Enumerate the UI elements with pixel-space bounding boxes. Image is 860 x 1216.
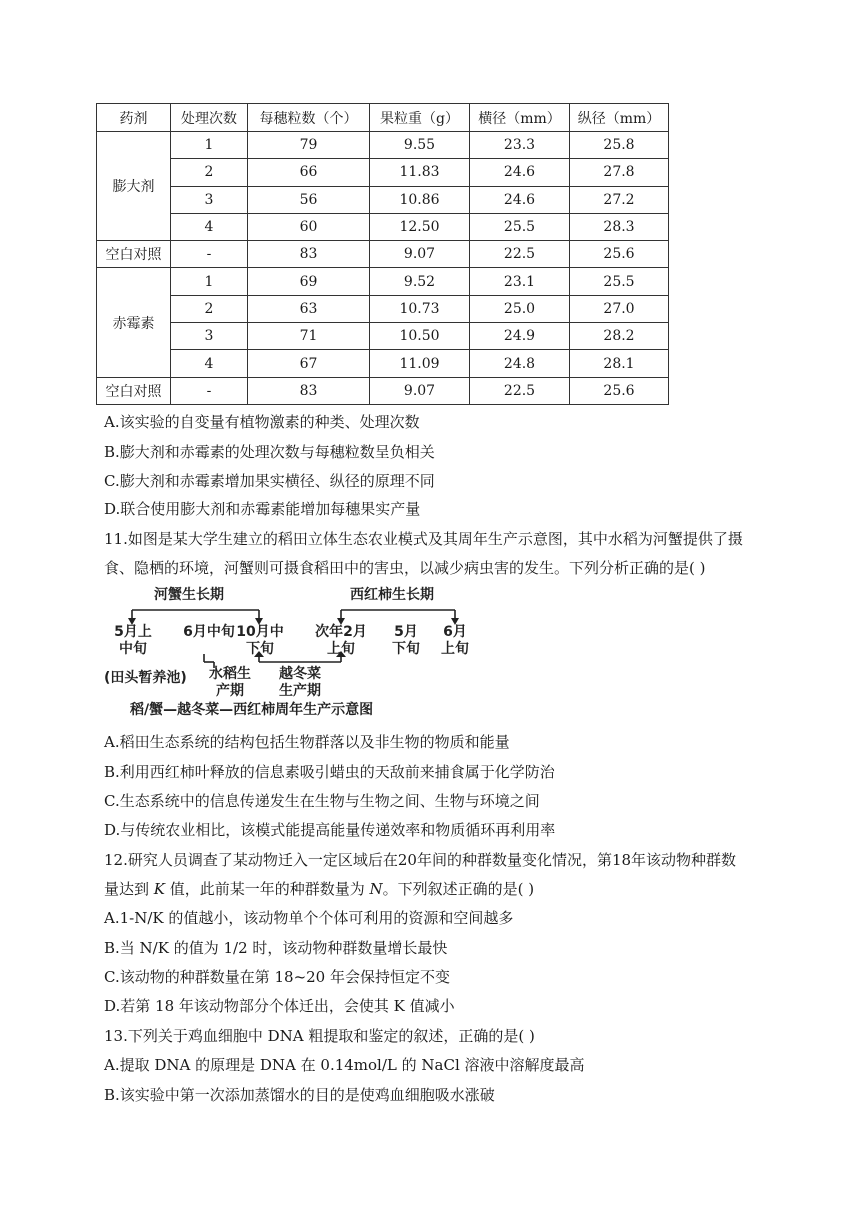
q11-option-b: B.利用西红柿叶释放的信息素吸引蜡虫的天敌前来捕食属于化学防治	[104, 763, 555, 781]
period-label-line: 水稻生	[209, 666, 251, 682]
q11-option-c: C.生态系统中的信息传递发生在生物与生物之间、生物与环境之间	[104, 792, 540, 810]
production-diagram	[104, 584, 484, 724]
header-cell: 每穗粒数（个）	[248, 104, 370, 132]
table-cell: 25.0	[470, 295, 570, 322]
table-cell: 71	[248, 323, 370, 350]
table-cell: -	[171, 377, 248, 404]
table-cell: 25.6	[570, 241, 669, 268]
table-row	[97, 295, 669, 322]
table-row	[97, 377, 669, 404]
table-cell: 24.9	[470, 323, 570, 350]
vegetable-period-label	[272, 666, 328, 700]
time-label-line: 次年2月	[315, 624, 367, 640]
table-cell: 60	[248, 213, 370, 240]
q12-stem-line1: 12.研究人员调查了某动物迁入一定区域后在20年间的种群数量变化情况，第18年该动物种群数	[104, 851, 737, 869]
time-may-early	[108, 624, 158, 658]
header-cell: 处理次数	[171, 104, 248, 132]
table-cell: 12.50	[370, 213, 470, 240]
time-label-line: 下旬	[246, 641, 274, 657]
q12-stem-part: 值，此前某一年的种群数量为	[165, 880, 370, 898]
table-cell: 28.2	[570, 323, 669, 350]
table-cell: 79	[248, 132, 370, 159]
table-cell: 25.6	[570, 377, 669, 404]
table-row	[97, 241, 669, 268]
table-cell: 28.3	[570, 213, 669, 240]
time-label-line: 6月	[443, 624, 467, 640]
table-cell: 63	[248, 295, 370, 322]
q12-option-b: B.当 N/K 的值为 1/2 时，该动物种群数量增长最快	[104, 939, 448, 957]
time-label-line: 5月上	[114, 624, 152, 640]
table-cell: -	[171, 241, 248, 268]
table-cell: 56	[248, 186, 370, 213]
time-label-line: 10月中	[236, 624, 284, 640]
table-cell: 23.1	[470, 268, 570, 295]
table-cell: 24.8	[470, 350, 570, 377]
q10-option-d: D.联合使用膨大剂和赤霉素能增加每穗果实产量	[104, 500, 421, 518]
agent-cell: 赤霉素	[97, 268, 171, 377]
results-table	[96, 103, 669, 405]
table-cell: 27.8	[570, 159, 669, 186]
crab-growth-label: 河蟹生长期	[154, 587, 224, 603]
table-cell: 69	[248, 268, 370, 295]
header-cell: 横径（mm）	[470, 104, 570, 132]
table-cell: 3	[171, 186, 248, 213]
table-cell: 2	[171, 159, 248, 186]
time-oct-mid	[234, 624, 286, 658]
header-cell: 纵径（mm）	[570, 104, 669, 132]
q11-stem-line1: 11.如图是某大学生建立的稻田立体生态农业模式及其周年生产示意图，其中水稻为河蟹提供了摄	[104, 530, 743, 548]
table-cell: 1	[171, 268, 248, 295]
diagram-caption: 稻/蟹—越冬菜—西红柿周年生产示意图	[130, 702, 374, 718]
time-label-line: 5月	[394, 624, 418, 640]
table-cell: 11.09	[370, 350, 470, 377]
q11-option-a: A.稻田生态系统的结构包括生物群落以及非生物的物质和能量	[104, 733, 510, 751]
table-row	[97, 132, 669, 159]
table-cell: 11.83	[370, 159, 470, 186]
table-cell: 4	[171, 350, 248, 377]
table-cell: 25.8	[570, 132, 669, 159]
q10-option-b: B.膨大剂和赤霉素的处理次数与每穗粒数呈负相关	[104, 443, 435, 461]
table-cell: 10.86	[370, 186, 470, 213]
table-row	[97, 159, 669, 186]
q12-option-a: A.1-N/K 的值越小，该动物单个个体可利用的资源和空间越多	[104, 909, 514, 927]
q13-option-b: B.该实验中第一次添加蒸馏水的目的是使鸡血细胞吸水涨破	[104, 1086, 495, 1104]
table-cell: 23.3	[470, 132, 570, 159]
table-cell: 67	[248, 350, 370, 377]
time-may-late	[386, 624, 426, 658]
table-cell: 22.5	[470, 377, 570, 404]
agent-cell: 空白对照	[97, 241, 171, 268]
table-cell: 22.5	[470, 241, 570, 268]
table-cell: 9.52	[370, 268, 470, 295]
table-cell: 4	[171, 213, 248, 240]
table-cell: 27.2	[570, 186, 669, 213]
q13-option-a: A.提取 DNA 的原理是 DNA 在 0.14mol/L 的 NaCl 溶液中溶解度最高	[104, 1056, 585, 1074]
table-row	[97, 323, 669, 350]
time-june-early	[435, 624, 475, 658]
time-june-mid: 6月中旬	[183, 624, 235, 640]
q12-stem-line2	[104, 879, 534, 899]
table-cell: 3	[171, 323, 248, 350]
q13-stem: 13.下列关于鸡血细胞中 DNA 粗提取和鉴定的叙述，正确的是( )	[104, 1027, 535, 1045]
table-cell: 10.73	[370, 295, 470, 322]
period-label-line: 越冬菜	[279, 666, 321, 682]
table-cell: 10.50	[370, 323, 470, 350]
table-cell: 83	[248, 241, 370, 268]
table-cell: 2	[171, 295, 248, 322]
table-cell: 66	[248, 159, 370, 186]
q12-n-symbol: N	[369, 880, 383, 898]
header-cell: 果粒重（g）	[370, 104, 470, 132]
q11-option-d: D.与传统农业相比，该模式能提高能量传递效率和物质循环再利用率	[104, 821, 556, 839]
q12-k-symbol: K	[153, 880, 165, 898]
table-cell: 9.07	[370, 377, 470, 404]
table-cell: 25.5	[470, 213, 570, 240]
table-cell: 9.55	[370, 132, 470, 159]
time-label-line: 上旬	[327, 641, 355, 657]
header-cell: 药剂	[97, 104, 171, 132]
agent-cell: 空白对照	[97, 377, 171, 404]
table-cell: 1	[171, 132, 248, 159]
table-cell: 27.0	[570, 295, 669, 322]
rice-period-label	[204, 666, 256, 700]
table-body	[97, 132, 669, 405]
table-cell: 24.6	[470, 159, 570, 186]
table-cell: 9.07	[370, 241, 470, 268]
table-row	[97, 350, 669, 377]
q10-option-a: A.该实验的自变量有植物激素的种类、处理次数	[104, 413, 420, 431]
table-row	[97, 186, 669, 213]
q12-option-c: C.该动物的种群数量在第 18~20 年会保持恒定不变	[104, 968, 450, 986]
table-cell: 24.6	[470, 186, 570, 213]
pond-label: (田头暂养池)	[104, 670, 187, 686]
period-label-line: 生产期	[279, 683, 321, 699]
q12-stem-part: 。下列叙述正确的是( )	[382, 880, 535, 898]
table-header-row	[97, 104, 669, 132]
time-feb-next	[310, 624, 372, 658]
period-label-line: 产期	[216, 683, 244, 699]
time-label-line: 中旬	[119, 641, 147, 657]
table-cell: 83	[248, 377, 370, 404]
table-cell: 28.1	[570, 350, 669, 377]
time-label-line: 上旬	[441, 641, 469, 657]
time-label-line: 下旬	[392, 641, 420, 657]
table-cell: 25.5	[570, 268, 669, 295]
q12-option-d: D.若第 18 年该动物部分个体迁出，会使其 K 值减小	[104, 997, 455, 1015]
q12-stem-part: 量达到	[104, 880, 154, 898]
tomato-growth-label: 西红柿生长期	[350, 587, 434, 603]
q11-stem-line2: 食、隐栖的环境，河蟹则可摄食稻田中的害虫，以减少病虫害的发生。下列分析正确的是( )	[104, 559, 706, 577]
agent-cell: 膨大剂	[97, 132, 171, 241]
table-row	[97, 268, 669, 295]
q10-option-c: C.膨大剂和赤霉素增加果实横径、纵径的原理不同	[104, 472, 435, 490]
table-row	[97, 213, 669, 240]
